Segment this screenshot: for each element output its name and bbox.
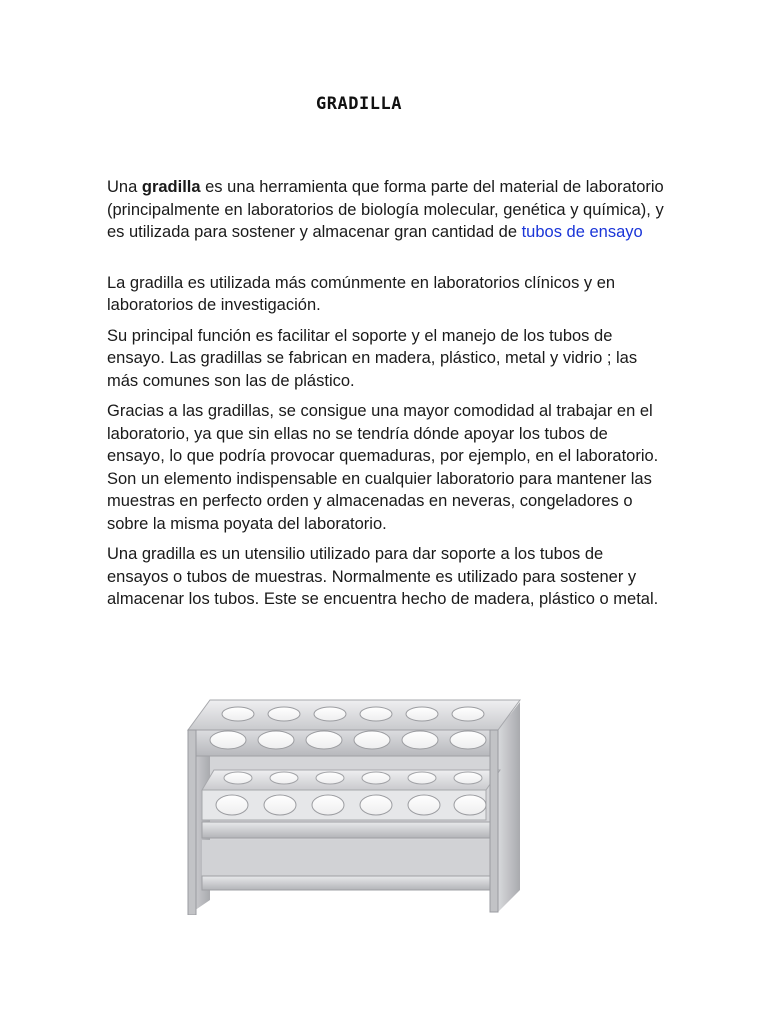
paragraph-1: La gradilla es utilizada más comúnmente en laboratorios clínicos y en laboratorios de investigación. xyxy=(107,273,616,314)
page-title: GRADILLA xyxy=(316,94,402,114)
rack-right-post xyxy=(490,730,498,912)
intro-paragraph xyxy=(107,176,667,244)
test-tube-rack-image xyxy=(180,690,525,915)
tubos-de-ensayo-link[interactable]: tubos de ensayo xyxy=(521,223,643,241)
rack-base-inner xyxy=(202,840,498,878)
intro-bold-term: gradilla xyxy=(141,178,201,196)
rack-right-side xyxy=(498,702,520,912)
rack-lower-shelf xyxy=(202,822,498,838)
intro-prefix: Una xyxy=(107,178,142,196)
document-body xyxy=(107,176,667,619)
intro-middle: es una herramienta que forma parte del material de laboratorio (principalmente en laboratorios de biología molecular, genética y química), y es utilizada para sostener y almacenar gran cantidad de xyxy=(107,178,664,241)
paragraph-3: Gracias a las gradillas, se consigue una mayor comodidad al trabajar en el laboratorio, ya que sin ellas no se tendría dónde apoyar los tubos de ensayo, lo que podría provocar quemaduras, por ejemplo, en el laboratorio. Son un elemento indispensable en cualquier laboratorio para mantener las muestras en perfecto orden y almacenadas en neveras, congeladores o sobre la misma poyata del laboratorio. xyxy=(107,402,659,533)
paragraph-4: Una gradilla es un utensilio utilizado para dar soporte a los tubos de ensayos o tubos de muestras. Normalmente es utilizado para sostener y almacenar los tubos. Este se encuentra hecho de madera, plástico o metal. xyxy=(107,545,659,608)
rack-base-front xyxy=(202,876,498,890)
rack-left-post xyxy=(188,730,196,915)
paragraph-2: Su principal función es facilitar el soporte y el manejo de los tubos de ensayo. Las gradillas se fabrican en madera, plástico, metal y vidrio ; las más comunes son las de plástico. xyxy=(107,326,638,390)
